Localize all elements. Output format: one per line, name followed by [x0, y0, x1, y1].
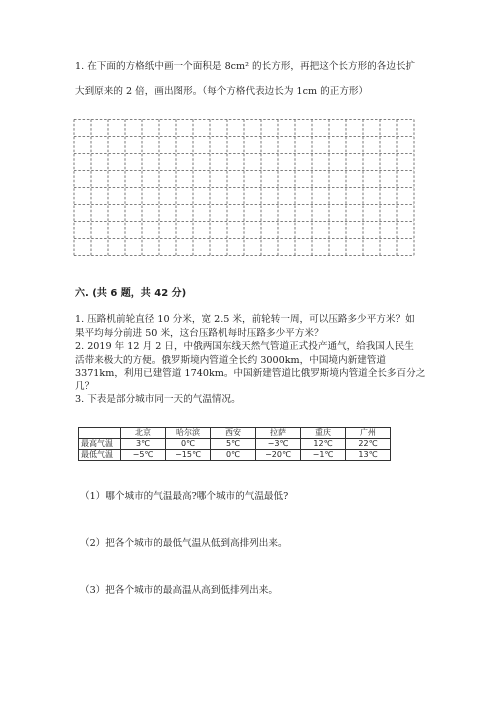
table-header-city: 西安 [211, 428, 256, 439]
table-cell: −1℃ [301, 450, 346, 461]
table-cell: 22℃ [346, 439, 391, 450]
table-header-row [79, 428, 391, 439]
p3-sub1: （1）哪个城市的气温最高?哪个城市的气温最低? [80, 491, 289, 502]
table-header-city: 拉萨 [256, 428, 301, 439]
table-cell: 0℃ [166, 439, 211, 450]
table-row-label: 最低气温 [79, 450, 121, 461]
table-header-city: 北京 [121, 428, 166, 439]
grid-paper [73, 119, 426, 256]
table-cell: −3℃ [256, 439, 301, 450]
table-cell: −15℃ [166, 450, 211, 461]
table-cell: 5℃ [211, 439, 256, 450]
table-header-city: 重庆 [301, 428, 346, 439]
p3-sub2: （2）把各个城市的最低气温从低到高排列出来。 [80, 538, 288, 549]
table-header-city: 哈尔滨 [166, 428, 211, 439]
table-row [79, 450, 391, 461]
p2-line2: 活带来极大的方便。俄罗斯境内管道全长约 3000km，中国境内新建管道 [75, 355, 386, 366]
p2-line1: 2. 2019 年 12 月 2 日，中俄两国东线天然气管道正式投产通气，给我国人民生 [75, 341, 414, 352]
table-cell: 12℃ [301, 439, 346, 450]
q1-line1: 1. 在下面的方格纸中画一个面积是 8cm² 的长方形，再把这个长方形的各边长扩 [75, 61, 416, 72]
table-row-label: 最高气温 [79, 439, 121, 450]
p2-line3: 3371km，利用已建管道 1740km。中国新建管道比俄罗斯境内管道全长多百分之 [75, 368, 426, 379]
p3-sub3: （3）把各个城市的最高温从高到低排列出来。 [80, 585, 278, 596]
table-cell: 3℃ [121, 439, 166, 450]
p1-line1: 1. 压路机前轮直径 10 分米，宽 2.5 米，前轮转一周，可以压路多少平方米？如 [75, 314, 415, 325]
table-header-city: 广州 [346, 428, 391, 439]
table-cell: −5℃ [121, 450, 166, 461]
table-row [79, 439, 391, 450]
table-corner-cell [79, 428, 121, 439]
table-cell: 13℃ [346, 450, 391, 461]
temperature-table [78, 427, 391, 461]
q1-line2: 大到原来的 2 倍，画出图形。（每个方格代表边长为 1cm 的正方形） [75, 86, 369, 97]
p1-line2: 果平均每分前进 50 米，这台压路机每时压路多少平方米？ [75, 328, 324, 339]
table-cell: 0℃ [211, 450, 256, 461]
p3-intro: 3. 下表是部分城市同一天的气温情况。 [75, 394, 241, 405]
table-cell: −20℃ [256, 450, 301, 461]
section-heading: 六. (共 6 题，共 42 分) [75, 288, 187, 299]
p2-line4: 几？ [75, 381, 95, 392]
